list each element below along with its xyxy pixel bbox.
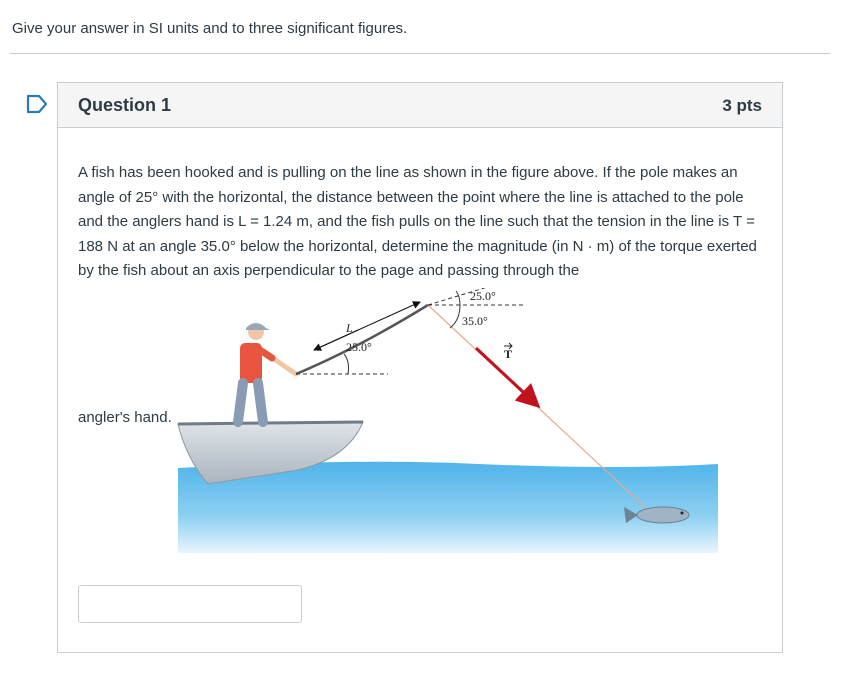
- angle-arc-line: [450, 305, 460, 328]
- question-card: [57, 82, 783, 653]
- instructions-text: Give your answer in SI units and to three significant figures.: [12, 20, 408, 37]
- label-pole-angle-top: 25.0°: [470, 289, 496, 303]
- label-L: L: [346, 321, 353, 335]
- angle-arc-bottom: [344, 354, 349, 374]
- divider: [10, 53, 830, 54]
- question-text-continued: angler's hand.: [78, 409, 172, 426]
- angler: [238, 323, 296, 422]
- angle-arc-top: [456, 291, 460, 305]
- flag-question-icon[interactable]: [26, 94, 48, 114]
- label-T: T: [504, 347, 513, 361]
- question-text: A fish has been hooked and is pulling on the line as shown in the figure above. If the pole makes an angle of 25° with the horizontal, the distance between the point where the line is attached to the pole and the anglers hand is L = 1.24 m, and the fish pulls on the line such that the tension in the line is T = 188 N at an angle 35.0° below the horizontal, determine the magnitude (in N · m) of the torque exerted by the fish about an axis perpendicular to the page and passing through the: [78, 164, 757, 279]
- answer-input[interactable]: [78, 585, 302, 623]
- question-header: [58, 83, 782, 128]
- question-title: Question 1: [78, 95, 172, 115]
- label-pole-angle-bottom: 25.0°: [346, 340, 372, 354]
- boat-rim: [178, 422, 363, 424]
- label-line-angle: 35.0°: [462, 314, 488, 328]
- question-points: 3 pts: [722, 96, 762, 115]
